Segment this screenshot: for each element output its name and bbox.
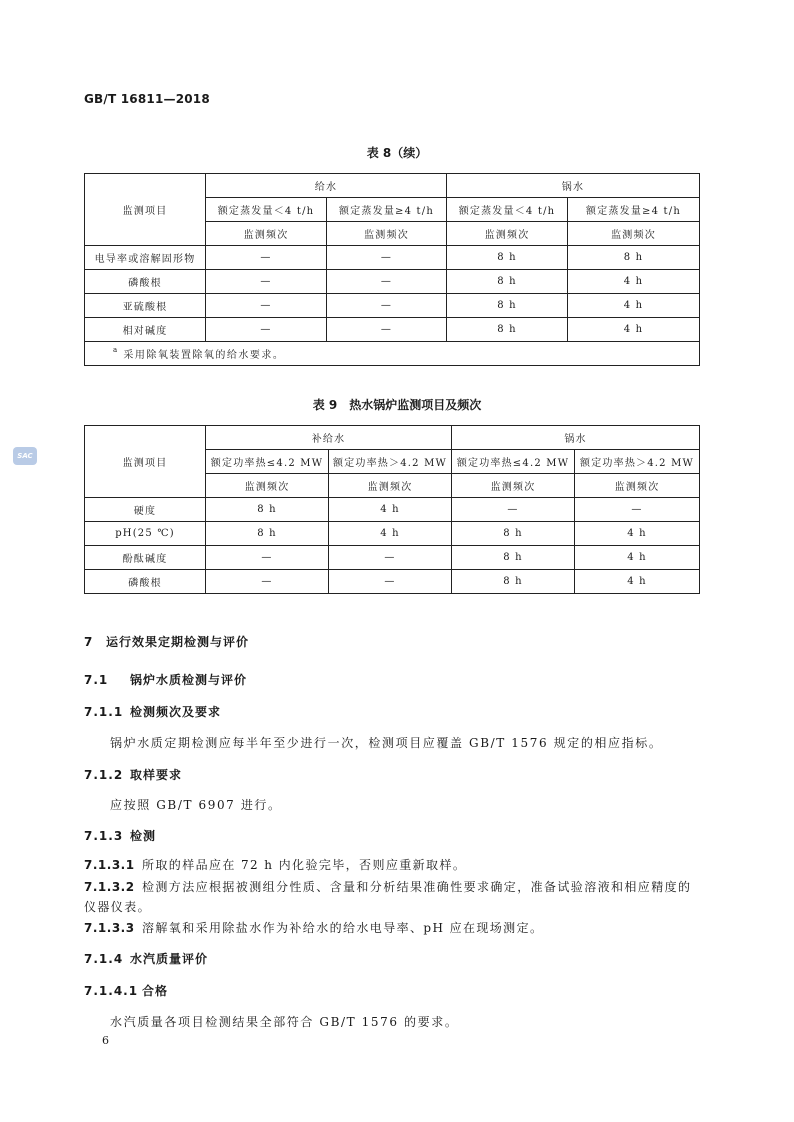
- section-title: 取样要求: [130, 768, 183, 782]
- table9-cell: —: [206, 570, 329, 594]
- section-title: 运行效果定期检测与评价: [106, 635, 250, 649]
- table8-freq-label: 监测频次: [327, 222, 447, 246]
- section-7-1-2-heading: [84, 766, 182, 783]
- section-7-heading: [84, 633, 249, 650]
- table9-cell: 4 h: [575, 522, 700, 546]
- section-7-1-heading: [84, 671, 247, 688]
- table8-cell: —: [206, 246, 327, 270]
- section-number: 7.1.2: [84, 768, 124, 782]
- section-number: 7.1.3: [84, 829, 124, 843]
- table8-row-header: 监测项目: [85, 174, 206, 246]
- table8-group-boiler: 锅水: [447, 174, 700, 198]
- table8-freq-label: 监测频次: [568, 222, 700, 246]
- table9-cell: —: [329, 546, 452, 570]
- section-number: 7.1: [84, 673, 109, 687]
- table9-caption: 表 9 热水锅炉监测项目及频次: [312, 398, 482, 412]
- table9-group-boiler: 锅水: [452, 426, 700, 450]
- table8-freq-label: 监测频次: [447, 222, 568, 246]
- table8-cell: 8 h: [447, 294, 568, 318]
- standard-id: GB/T 16811—2018: [84, 92, 210, 106]
- table-row: [85, 498, 700, 522]
- table8-freq-label: 监测频次: [206, 222, 327, 246]
- table-row: [85, 246, 700, 270]
- table9-cell: 4 h: [329, 498, 452, 522]
- table8-cell: 4 h: [568, 294, 700, 318]
- clause-number: 7.1.3.1: [84, 858, 135, 872]
- table8-cell: —: [206, 294, 327, 318]
- section-number: 7.1.4: [84, 952, 124, 966]
- table8-cell: —: [206, 270, 327, 294]
- section-7-1-4-1-heading: [84, 982, 168, 999]
- table9-cell: 8 h: [206, 498, 329, 522]
- table9-subheader: 额定功率热≤4.2 MW: [452, 450, 575, 474]
- table-row: [85, 318, 700, 342]
- table9-cell: —: [206, 546, 329, 570]
- clause-number: 7.1.3.3: [84, 921, 135, 935]
- table9-subheader: 额定功率热＞4.2 MW: [575, 450, 700, 474]
- table9-cell: 8 h: [452, 546, 575, 570]
- section-number: 7.1.4.1: [84, 984, 139, 998]
- table8-cell: 8 h: [568, 246, 700, 270]
- section-title: 水汽质量评价: [130, 952, 209, 966]
- table9-freq-label: 监测频次: [329, 474, 452, 498]
- clause-number: 7.1.3.2: [84, 880, 135, 894]
- table-row: [85, 570, 700, 594]
- paragraph: 水汽质量各项目检测结果全部符合 GB/T 1576 的要求。: [110, 1015, 459, 1029]
- table-row: [85, 546, 700, 570]
- table8-subheader: 额定蒸发量＜4 t/h: [206, 198, 327, 222]
- table8-cell: —: [327, 294, 447, 318]
- table9-freq-label: 监测频次: [206, 474, 329, 498]
- table8-subheader: 额定蒸发量≥4 t/h: [568, 198, 700, 222]
- table-row: [85, 522, 700, 546]
- table9-subheader: 额定功率热≤4.2 MW: [206, 450, 329, 474]
- section-title: 检测: [130, 829, 157, 843]
- table8-subheader: 额定蒸发量＜4 t/h: [447, 198, 568, 222]
- table9-item: pH(25 ℃): [85, 522, 206, 546]
- clause-text: 溶解氧和采用除盐水作为补给水的给水电导率、pH 应在现场测定。: [142, 921, 544, 935]
- clause-text: 所取的样品应在 72 h 内化验完毕，否则应重新取样。: [142, 858, 467, 872]
- table9-item: 酚酞碱度: [85, 546, 206, 570]
- section-7-1-1-heading: [84, 703, 221, 720]
- table8-caption: 表 8（续）: [366, 146, 428, 160]
- page-number: 6: [102, 1034, 109, 1047]
- section-number: 7.1.1: [84, 705, 124, 719]
- table9-item: 硬度: [85, 498, 206, 522]
- table9-group-feed: 补给水: [206, 426, 452, 450]
- table8-footnote: [85, 342, 700, 366]
- table8: [84, 173, 700, 366]
- paragraph: 应按照 GB/T 6907 进行。: [110, 798, 282, 812]
- table8-cell: 4 h: [568, 318, 700, 342]
- table9-freq-label: 监测频次: [575, 474, 700, 498]
- clause-7-1-3-1: [84, 856, 466, 873]
- section-title: 锅炉水质检测与评价: [130, 673, 248, 687]
- section-7-1-3-heading: [84, 827, 156, 844]
- table8-cell: 8 h: [447, 270, 568, 294]
- table8-item: 磷酸根: [85, 270, 206, 294]
- table8-cell: —: [327, 246, 447, 270]
- table8-cell: 4 h: [568, 270, 700, 294]
- table9-subheader: 额定功率热＞4.2 MW: [329, 450, 452, 474]
- table8-cell: 8 h: [447, 318, 568, 342]
- table8-item: 亚硫酸根: [85, 294, 206, 318]
- table8-item: 相对碱度: [85, 318, 206, 342]
- table9-freq-label: 监测频次: [452, 474, 575, 498]
- table9-cell: 4 h: [329, 522, 452, 546]
- table9-item: 磷酸根: [85, 570, 206, 594]
- table8-cell: 8 h: [447, 246, 568, 270]
- table9-row-header: 监测项目: [85, 426, 206, 498]
- clause-text: 检测方法应根据被测组分性质、含量和分析结果准确性要求确定，准备试验溶液和相应精度的: [142, 880, 692, 894]
- table8-cell: —: [206, 318, 327, 342]
- table-row: [85, 270, 700, 294]
- clause-7-1-3-2: [84, 878, 691, 895]
- table9-cell: 4 h: [575, 546, 700, 570]
- paragraph: 锅炉水质定期检测应每半年至少进行一次，检测项目应覆盖 GB/T 1576 规定的相应指标。: [110, 736, 663, 750]
- table9-cell: —: [575, 498, 700, 522]
- table8-cell: —: [327, 270, 447, 294]
- section-number: 7: [84, 635, 94, 649]
- section-title: 合格: [142, 984, 169, 998]
- watermark-logo: SAC: [13, 447, 37, 465]
- table8-group-feed: 给水: [206, 174, 447, 198]
- footnote-mark: a: [113, 346, 119, 354]
- table9-cell: 8 h: [452, 570, 575, 594]
- table9: [84, 425, 700, 594]
- footnote-text: 采用除氧装置除氧的给水要求。: [123, 350, 285, 361]
- table-row: [85, 294, 700, 318]
- table9-cell: —: [329, 570, 452, 594]
- table9-cell: 4 h: [575, 570, 700, 594]
- section-7-1-4-heading: [84, 950, 208, 967]
- table9-cell: 8 h: [452, 522, 575, 546]
- clause-continuation: 仪器仪表。: [84, 900, 152, 914]
- table8-subheader: 额定蒸发量≥4 t/h: [327, 198, 447, 222]
- section-title: 检测频次及要求: [130, 705, 222, 719]
- table9-cell: —: [452, 498, 575, 522]
- clause-7-1-3-3: [84, 919, 543, 936]
- table8-item: 电导率或溶解固形物: [85, 246, 206, 270]
- table8-cell: —: [327, 318, 447, 342]
- table9-cell: 8 h: [206, 522, 329, 546]
